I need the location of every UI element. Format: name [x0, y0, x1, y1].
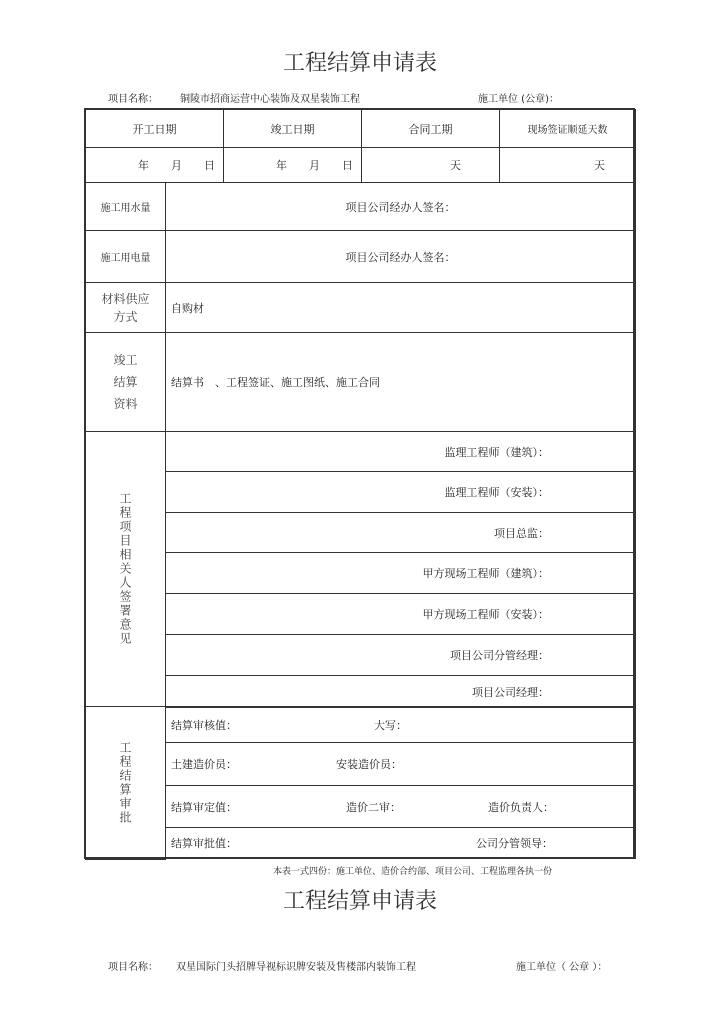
signature-row[interactable]: 监理工程师（建筑）：	[165, 431, 636, 472]
header-contract-period: 合同工期	[361, 109, 500, 148]
month: 月	[309, 159, 320, 172]
signature-row[interactable]: 项目公司分管经理：	[165, 634, 636, 676]
signature-row[interactable]: 监理工程师（安装）：	[165, 471, 636, 513]
month: 月	[171, 159, 182, 172]
approval-row-2[interactable]: 土建造价员： 安装造价员：	[165, 742, 636, 786]
signature-row[interactable]: 甲方现场工程师（建筑）：	[165, 552, 636, 594]
form2-contractor-label: 施工单位（ 公章 ）：	[516, 962, 608, 973]
header-start-date: 开工日期	[85, 109, 224, 148]
material-label: 材料供应方式	[85, 282, 166, 333]
year: 年	[138, 159, 149, 172]
start-date-field[interactable]	[85, 147, 224, 183]
docs-label: 竣工结算资料	[85, 332, 166, 432]
year: 年	[276, 159, 287, 172]
settlement-table	[84, 108, 635, 859]
project-label: 项目名称：	[108, 94, 158, 105]
completion-date-field[interactable]	[223, 147, 362, 183]
power-sign-field[interactable]: 项目公司经办人签名：	[165, 230, 636, 283]
approval-section-label: 工程结算审批	[85, 706, 166, 860]
water-label: 施工用水量	[85, 182, 166, 231]
power-label: 施工用电量	[85, 230, 166, 283]
contractor-label: 施工单位 (公章)：	[478, 94, 559, 105]
footnote: 本表一式四份：施工单位、造价合约部、项目公司、工程监理各执一份	[273, 867, 553, 877]
project-name: 铜陵市招商运营中心装饰及双星装饰工程	[180, 94, 360, 105]
approval-row-3[interactable]: 结算审定值： 造价二审： 造价负责人：	[165, 785, 636, 828]
signature-row[interactable]: 项目公司经理：	[165, 675, 636, 708]
signature-row[interactable]: 项目总监：	[165, 512, 636, 553]
form2-title: 工程结算申请表	[282, 889, 437, 914]
approval-row-4[interactable]: 结算审批值： 公司分管领导：	[165, 827, 636, 859]
header-extension-days: 现场签证顺延天数	[499, 109, 636, 148]
form2-project-name: 双星国际门头招牌导视标识牌安装及售楼部内装饰工程	[176, 962, 416, 973]
header-completion-date: 竣工日期	[223, 109, 362, 148]
form2-project-label: 项目名称：	[108, 962, 158, 973]
signature-row[interactable]: 甲方现场工程师（安装）：	[165, 593, 636, 635]
water-sign-field[interactable]: 项目公司经办人签名：	[165, 182, 636, 231]
sign-section-label: 工程项目相关人签署意见	[85, 431, 166, 707]
day: 日	[204, 159, 215, 172]
approval-row-1[interactable]: 结算审核值： 大写：	[165, 706, 636, 743]
extension-days-field[interactable]: 天	[499, 147, 636, 183]
docs-field[interactable]: 结算书 、工程签证、施工图纸、施工合同	[165, 332, 636, 432]
contract-days-field[interactable]: 天	[361, 147, 500, 183]
material-field[interactable]: 自购材	[165, 282, 636, 333]
day: 日	[342, 159, 353, 172]
form-title: 工程结算申请表	[282, 51, 437, 76]
